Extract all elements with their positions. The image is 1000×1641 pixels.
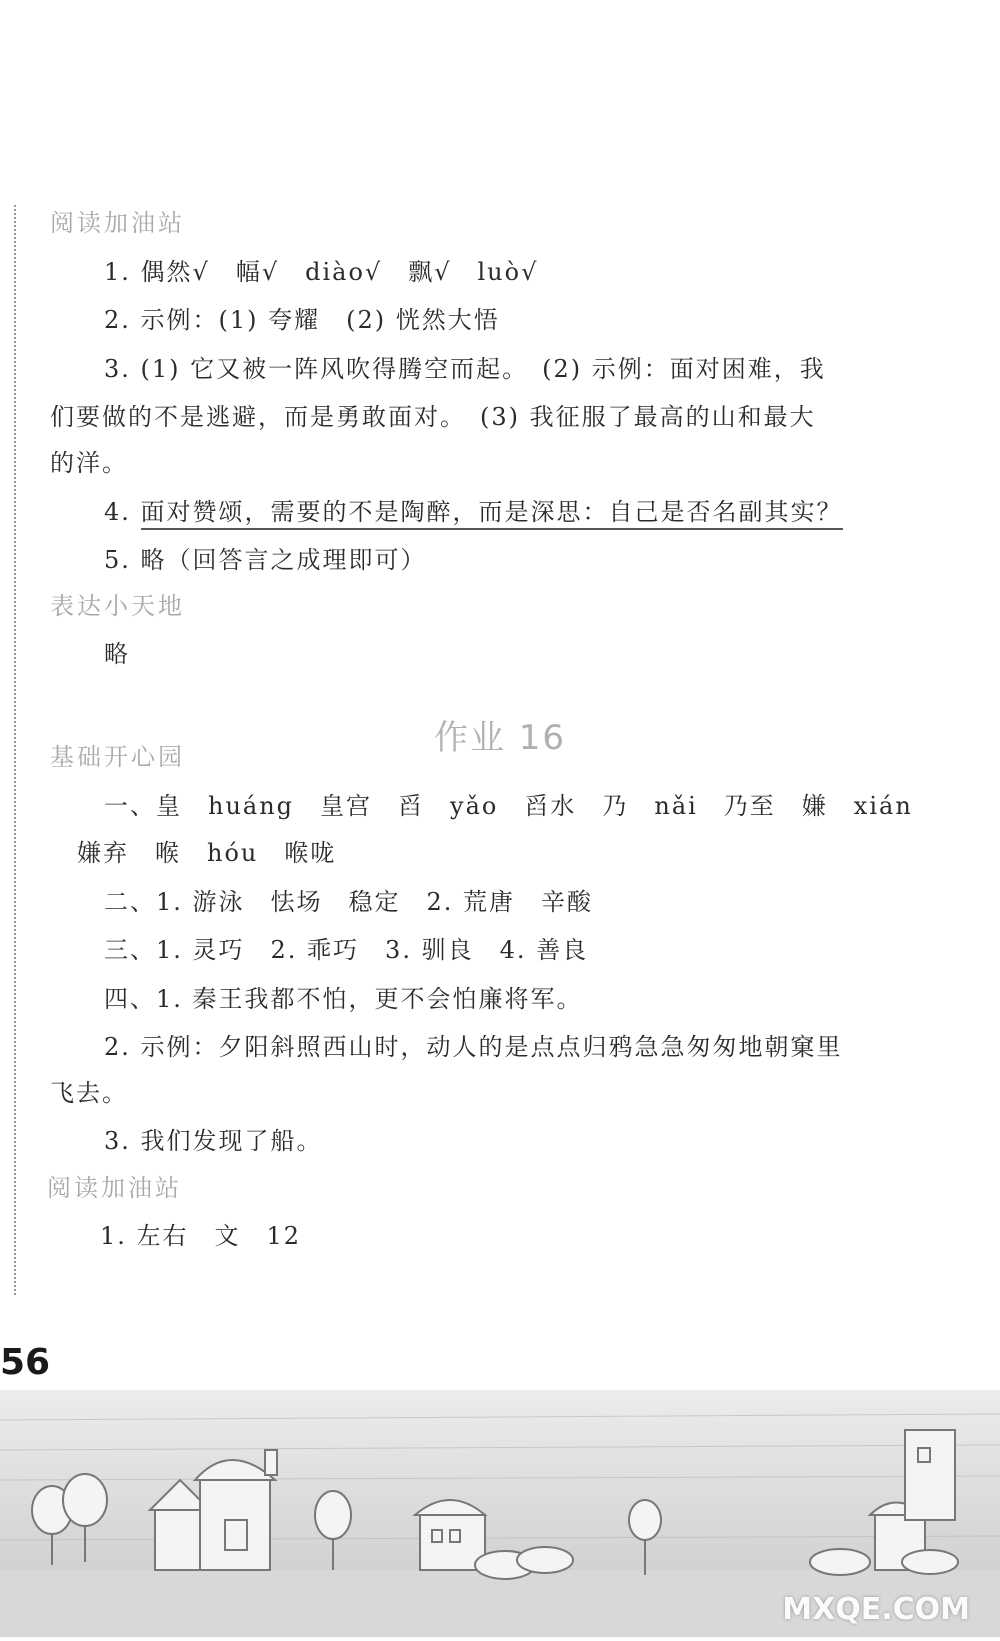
answer-line: 2. 示例：夕阳斜照西山时，动人的是点点归鸦急急匆匆地朝窠里 (104, 1033, 843, 1061)
homework-title: 作业 16 (433, 718, 567, 758)
watermark-text: MXQE.COM (782, 1592, 970, 1627)
answer-line: 四、1. 秦王我都不怕，更不会怕廉将军。 (104, 985, 583, 1013)
answer-line: 3. 我们发现了船。 (104, 1127, 323, 1155)
footer-illustration (0, 1390, 1000, 1637)
page-number: 56 (0, 1342, 51, 1383)
answer-line: 略 (104, 640, 130, 668)
answer-line: 5. 略（回答言之成理即可） (104, 546, 427, 574)
answer-line: 1. 偶然√ 幅√ diào√ 飘√ luò√ (104, 258, 539, 286)
answer-line: 2. 示例：(1) 夸耀 (2) 恍然大悟 (104, 306, 500, 334)
answer-line: 三、1. 灵巧 2. 乖巧 3. 驯良 4. 善良 (104, 936, 589, 964)
answer-line: 们要做的不是逃避，而是勇敢面对。 (3) 我征服了最高的山和最大 (50, 403, 816, 431)
section-heading-reading: 阅读加油站 (50, 209, 185, 237)
answer-line: 1. 左右 文 12 (100, 1222, 302, 1250)
answer-line: 二、1. 游泳 怯场 稳定 2. 荒唐 辛酸 (104, 888, 594, 916)
answer-line: 飞去。 (50, 1079, 128, 1107)
answer-number: 4. (104, 498, 141, 526)
section-heading-reading: 阅读加油站 (47, 1174, 182, 1202)
answer-line (104, 492, 843, 527)
section-heading-expression: 表达小天地 (50, 592, 185, 620)
section-heading-basics: 基础开心园 (50, 743, 185, 771)
answer-line: 的洋。 (50, 449, 128, 477)
answer-line: 一、皇 huáng 皇宫 舀 yǎo 舀水 乃 nǎi 乃至 嫌 xián (104, 792, 913, 820)
underlined-answer: 面对赞颂，需要的不是陶醉，而是深思：自己是否名副其实？ (141, 498, 843, 530)
answer-line: 嫌弃 喉 hóu 喉咙 (77, 839, 337, 867)
answer-line: 3. (1) 它又被一阵风吹得腾空而起。 (2) 示例：面对困难，我 (104, 355, 826, 383)
